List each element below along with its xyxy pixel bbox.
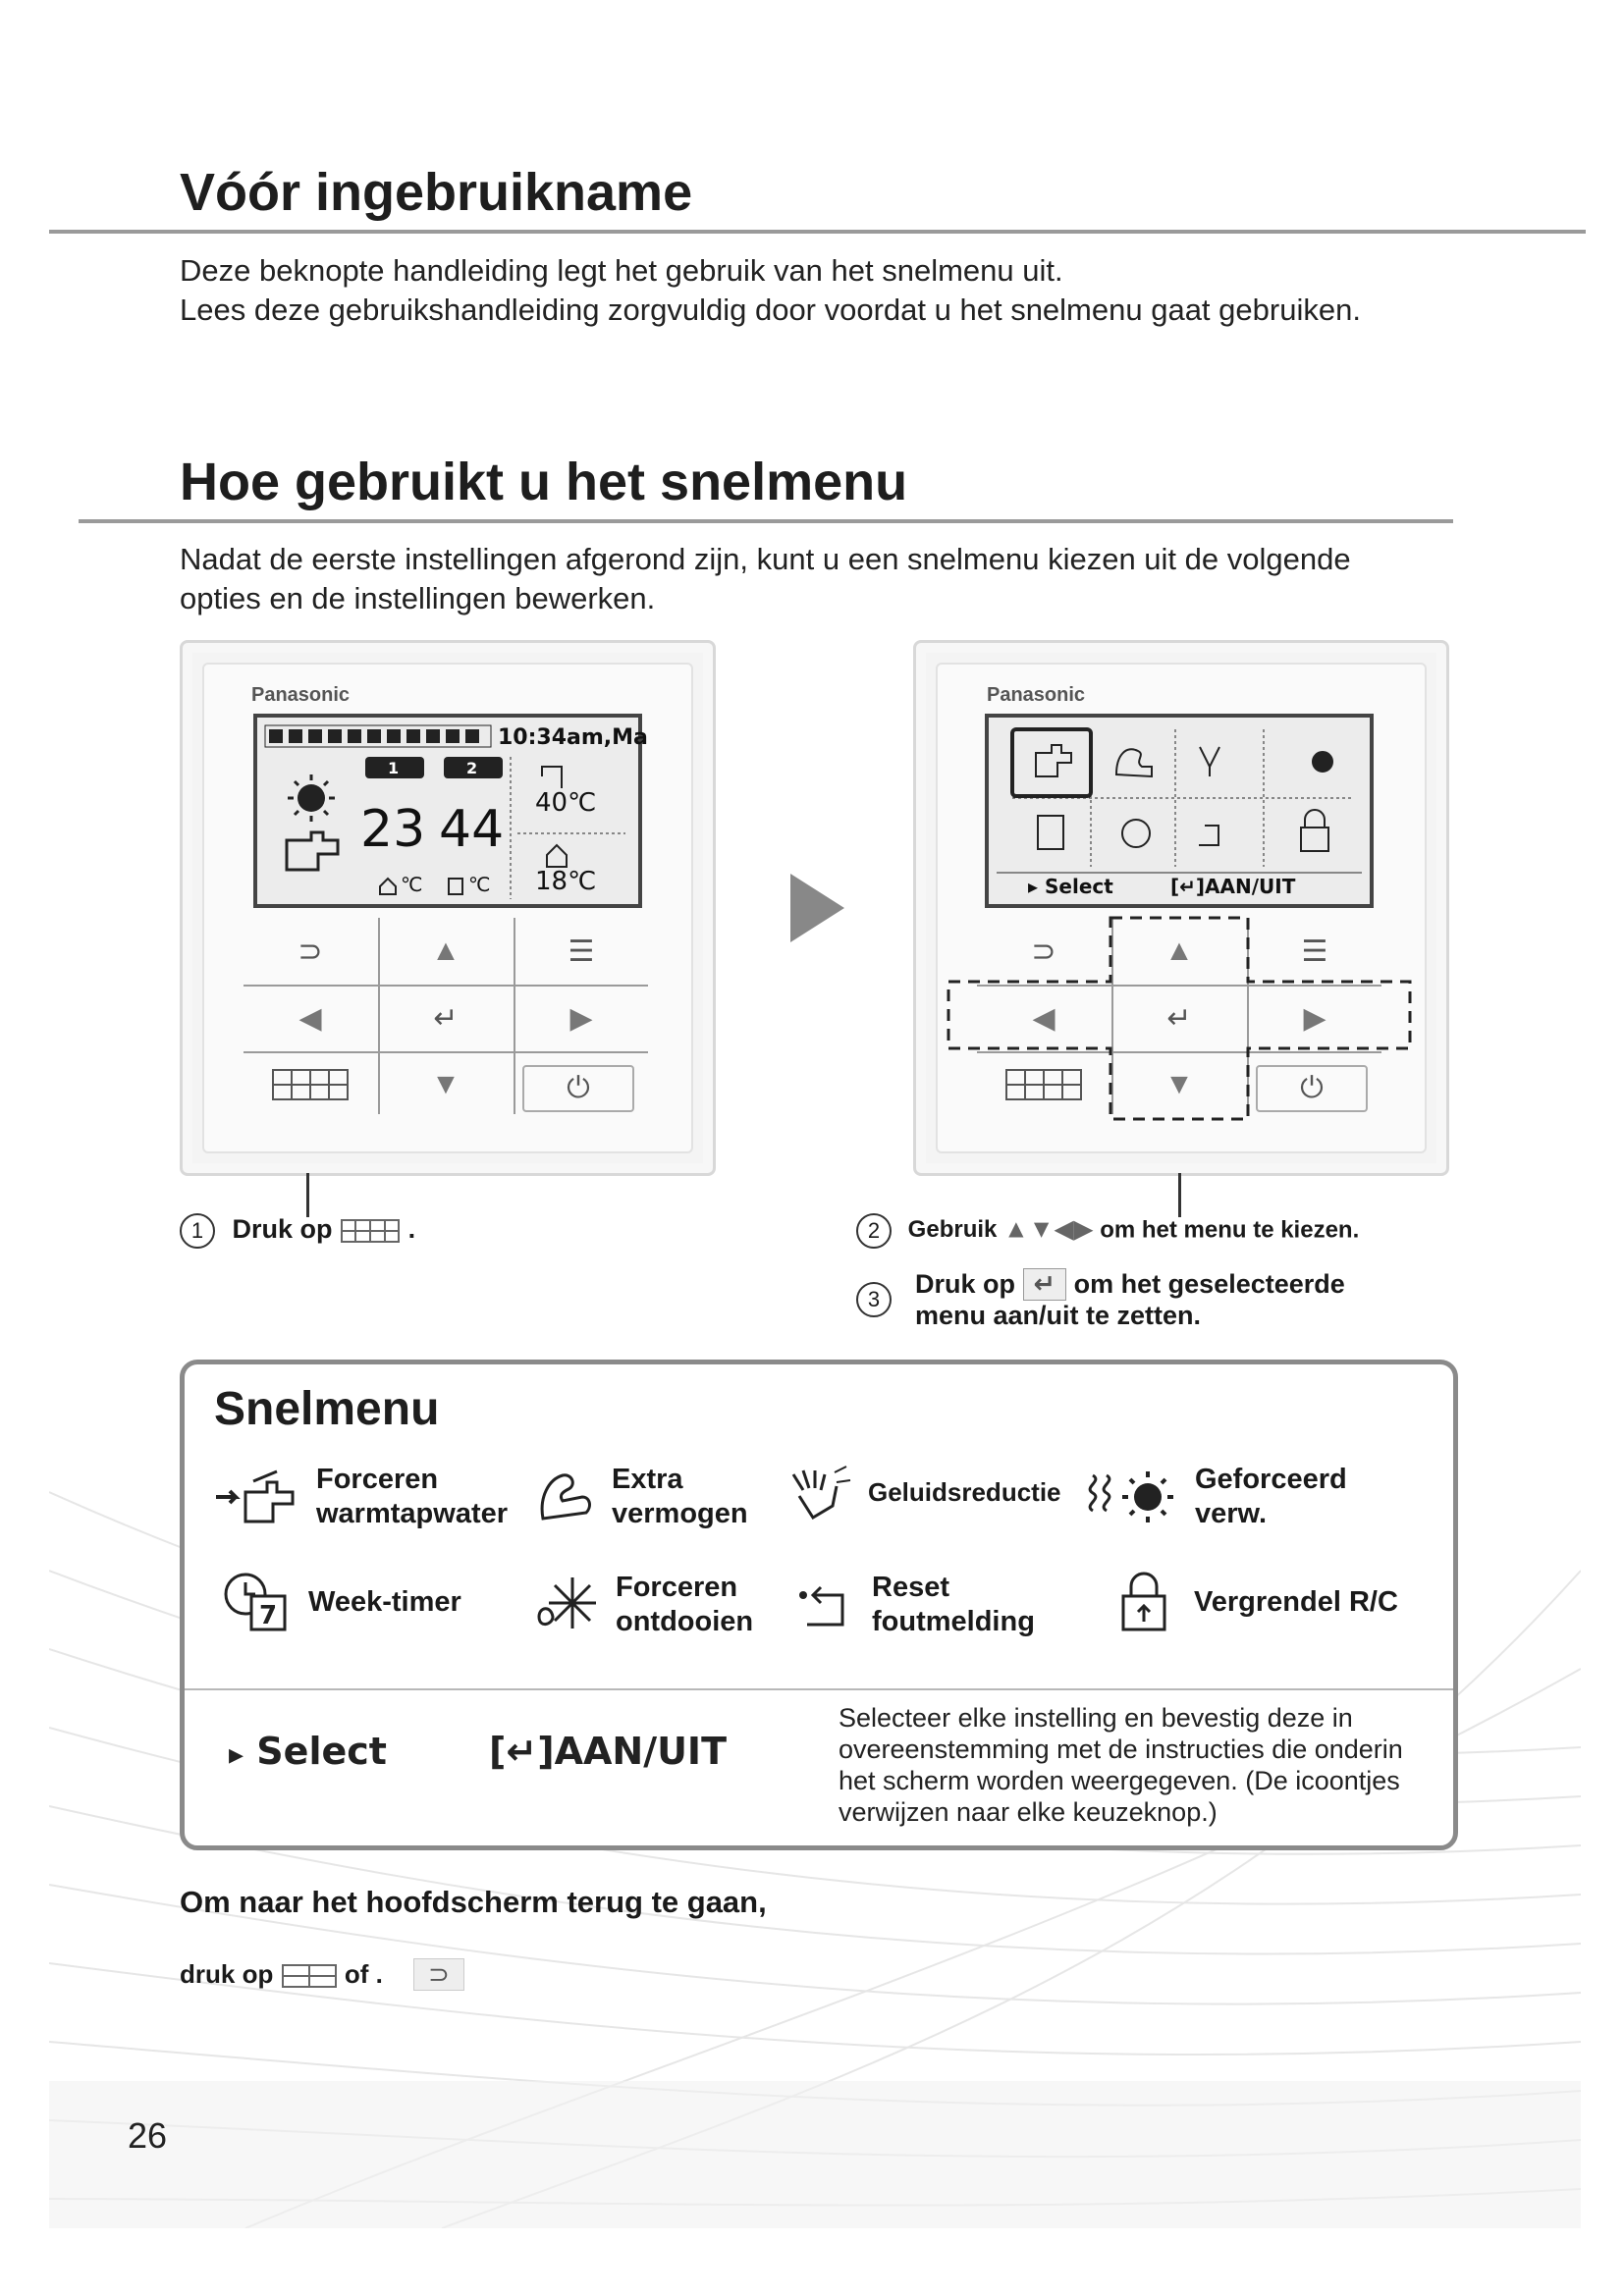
menu-item-label: Forceren bbox=[316, 1464, 439, 1495]
return-text-end: . bbox=[375, 1959, 383, 1989]
onoff-legend: [↵]AAN/UIT bbox=[489, 1730, 727, 1773]
right-button[interactable]: ▶ bbox=[569, 1001, 593, 1035]
menu-item-label: Geluidsreductie bbox=[868, 1476, 1061, 1507]
section-title-voor-ingebruikname: Vóór ingebruikname bbox=[180, 163, 693, 222]
brand-logo: Panasonic bbox=[251, 684, 351, 706]
down-button[interactable]: ▼ bbox=[431, 1068, 460, 1100]
zone-2-temp: 44 bbox=[439, 800, 505, 859]
week-timer-icon bbox=[222, 1571, 295, 1633]
snelmenu-panel bbox=[180, 1360, 1458, 1850]
zone-2-unit: ℃ bbox=[468, 873, 491, 896]
zone-1-unit: ℃ bbox=[401, 873, 423, 896]
snelmenu-divider bbox=[185, 1688, 1453, 1690]
zone-2-badge: 2 bbox=[466, 759, 478, 777]
remote-controller-main-screen bbox=[180, 640, 716, 1176]
left-button[interactable]: ◀ bbox=[298, 1001, 322, 1035]
tap-force-icon bbox=[214, 1468, 302, 1526]
menu-item-forceren-warmtapwater bbox=[214, 1463, 508, 1531]
remote-controller-quick-menu bbox=[913, 640, 1449, 1176]
menu-item-week-timer bbox=[222, 1571, 461, 1633]
up-button[interactable]: ▲ bbox=[1164, 934, 1194, 967]
step-2 bbox=[856, 1213, 1359, 1249]
tank-temp: 40℃ bbox=[535, 788, 597, 818]
enter-button[interactable]: ↵ bbox=[1166, 1001, 1192, 1035]
note-line: het scherm worden weergegeven. (De icoontjes bbox=[839, 1766, 1400, 1795]
lcd-clock: 10:34am,Ma bbox=[498, 725, 648, 750]
title-rule bbox=[49, 230, 1586, 234]
lcd-onoff-label: [↵]AAN/UIT bbox=[1170, 875, 1296, 898]
intro-line: Deze beknopte handleiding legt het gebruik van het snelmenu uit. bbox=[180, 253, 1063, 288]
menu-item-geforceerd-verw bbox=[1083, 1463, 1347, 1531]
menu-item-forceren-ontdooien bbox=[533, 1571, 753, 1639]
snelmenu-title: Snelmenu bbox=[214, 1383, 440, 1435]
keypad-divider bbox=[378, 918, 380, 1114]
lcd-select-label: ▸ Select bbox=[1028, 875, 1113, 898]
heater-sun-icon bbox=[1083, 1468, 1181, 1526]
step-number: 3 bbox=[856, 1282, 892, 1317]
down-button[interactable]: ▼ bbox=[1164, 1068, 1194, 1100]
menu-item-label: foutmelding bbox=[872, 1606, 1035, 1637]
right-button[interactable]: ▶ bbox=[1303, 1001, 1326, 1035]
enter-icon: ↵ bbox=[1023, 1268, 1067, 1301]
menu-item-geluidsreductie bbox=[785, 1463, 1061, 1522]
zone-1-badge: 1 bbox=[388, 759, 400, 777]
return-heading: Om naar het hoofdscherm terug te gaan, bbox=[180, 1885, 767, 1919]
step-text: om het menu te kiezen. bbox=[1100, 1216, 1360, 1244]
lock-icon bbox=[1108, 1571, 1180, 1633]
select-legend: ▸ Select bbox=[229, 1730, 387, 1773]
menu-button[interactable]: ☰ bbox=[568, 934, 595, 968]
quick-menu-button[interactable] bbox=[251, 1055, 369, 1114]
step-3 bbox=[856, 1268, 1345, 1331]
menu-item-label: warmtapwater bbox=[316, 1498, 509, 1529]
menu-item-label: Forceren bbox=[616, 1572, 738, 1603]
arrow-keys-icon: ▲▼◀▶ bbox=[1003, 1213, 1094, 1244]
intro-text-1 bbox=[180, 251, 1361, 330]
note-line: Selecteer elke instelling en bevestig deze in bbox=[839, 1703, 1353, 1733]
step-text: menu aan/uit te zetten. bbox=[915, 1301, 1202, 1330]
quick-menu-icon bbox=[271, 1068, 350, 1101]
brand-logo: Panasonic bbox=[987, 684, 1086, 706]
menu-button[interactable]: ☰ bbox=[1301, 934, 1328, 968]
return-instruction bbox=[180, 1958, 464, 1991]
quick-menu-icon bbox=[340, 1218, 401, 1244]
intro-line: Lees deze gebruikshandleiding zorgvuldig door voordat u het snelmenu gaat gebruiken. bbox=[180, 293, 1361, 327]
menu-item-label: verw. bbox=[1195, 1498, 1268, 1529]
svg-text:7: 7 bbox=[259, 1601, 278, 1630]
lcd-select-text: Select bbox=[1045, 875, 1113, 898]
return-text: druk op bbox=[180, 1959, 274, 1989]
intro-text-2 bbox=[180, 540, 1351, 618]
menu-item-label: Week-timer bbox=[308, 1585, 461, 1618]
menu-item-label: Extra bbox=[612, 1464, 683, 1495]
outdoor-temp: 18℃ bbox=[535, 867, 597, 896]
menu-item-label: Reset bbox=[872, 1572, 949, 1603]
section-title-snelmenu-gebruik: Hoe gebruikt u het snelmenu bbox=[180, 453, 908, 511]
step-number: 2 bbox=[856, 1213, 892, 1249]
power-button[interactable]: ⏻ bbox=[522, 1065, 634, 1112]
back-button[interactable]: ⊃ bbox=[298, 934, 323, 968]
step-text: Druk op bbox=[915, 1269, 1016, 1299]
step-text: Druk op bbox=[232, 1214, 333, 1245]
title-rule bbox=[79, 519, 1453, 523]
defrost-icon bbox=[533, 1574, 602, 1636]
up-button[interactable]: ▲ bbox=[431, 934, 460, 967]
left-button[interactable]: ◀ bbox=[1032, 1001, 1056, 1035]
lcd-main-screen bbox=[253, 714, 648, 908]
zone-1-temp: 23 bbox=[360, 800, 426, 859]
snelmenu-instructions bbox=[839, 1702, 1403, 1828]
power-button[interactable]: ⏻ bbox=[1256, 1065, 1368, 1112]
note-line: overeenstemming met de instructies die onderin bbox=[839, 1735, 1403, 1764]
quiet-hand-icon bbox=[785, 1463, 854, 1522]
keypad bbox=[244, 918, 648, 1124]
keypad-divider bbox=[244, 1051, 648, 1053]
step-text: Gebruik bbox=[907, 1216, 998, 1244]
step-text: om het geselecteerde bbox=[1073, 1269, 1345, 1299]
reset-error-icon bbox=[795, 1574, 858, 1636]
menu-item-label: ontdooien bbox=[616, 1606, 754, 1637]
next-arrow-icon bbox=[790, 874, 844, 942]
back-icon: ⊃ bbox=[413, 1958, 464, 1991]
menu-item-label: Geforceerd bbox=[1195, 1464, 1347, 1495]
quick-menu-icon bbox=[281, 1963, 338, 1989]
keypad-divider bbox=[244, 985, 648, 987]
step-number: 1 bbox=[180, 1213, 215, 1249]
menu-item-extra-vermogen bbox=[533, 1463, 748, 1531]
step-1 bbox=[180, 1213, 415, 1249]
callout-line-1 bbox=[306, 1173, 309, 1217]
note-line: verwijzen naar elke keuzeknop.) bbox=[839, 1797, 1218, 1827]
enter-button[interactable]: ↵ bbox=[433, 1001, 459, 1035]
menu-item-vergrendel-rc bbox=[1108, 1571, 1398, 1633]
keypad-divider bbox=[514, 918, 515, 1114]
menu-item-label: Vergrendel R/C bbox=[1194, 1585, 1398, 1618]
page-number: 26 bbox=[128, 2115, 168, 2156]
step-end: . bbox=[407, 1214, 416, 1245]
menu-item-reset-foutmelding bbox=[795, 1571, 1035, 1639]
arrow-keys-highlight bbox=[916, 643, 1446, 1173]
return-text-of: of bbox=[344, 1959, 369, 1989]
select-legend-text: Select bbox=[256, 1730, 387, 1773]
intro-line: Nadat de eerste instellingen afgerond zijn, kunt u een snelmenu kiezen uit de volgende bbox=[180, 542, 1351, 576]
intro-line: opties en de instellingen bewerken. bbox=[180, 581, 656, 615]
menu-item-label: vermogen bbox=[612, 1498, 748, 1529]
arm-power-icon bbox=[533, 1468, 598, 1526]
callout-line-2 bbox=[1178, 1173, 1181, 1217]
back-button[interactable]: ⊃ bbox=[1031, 934, 1056, 968]
